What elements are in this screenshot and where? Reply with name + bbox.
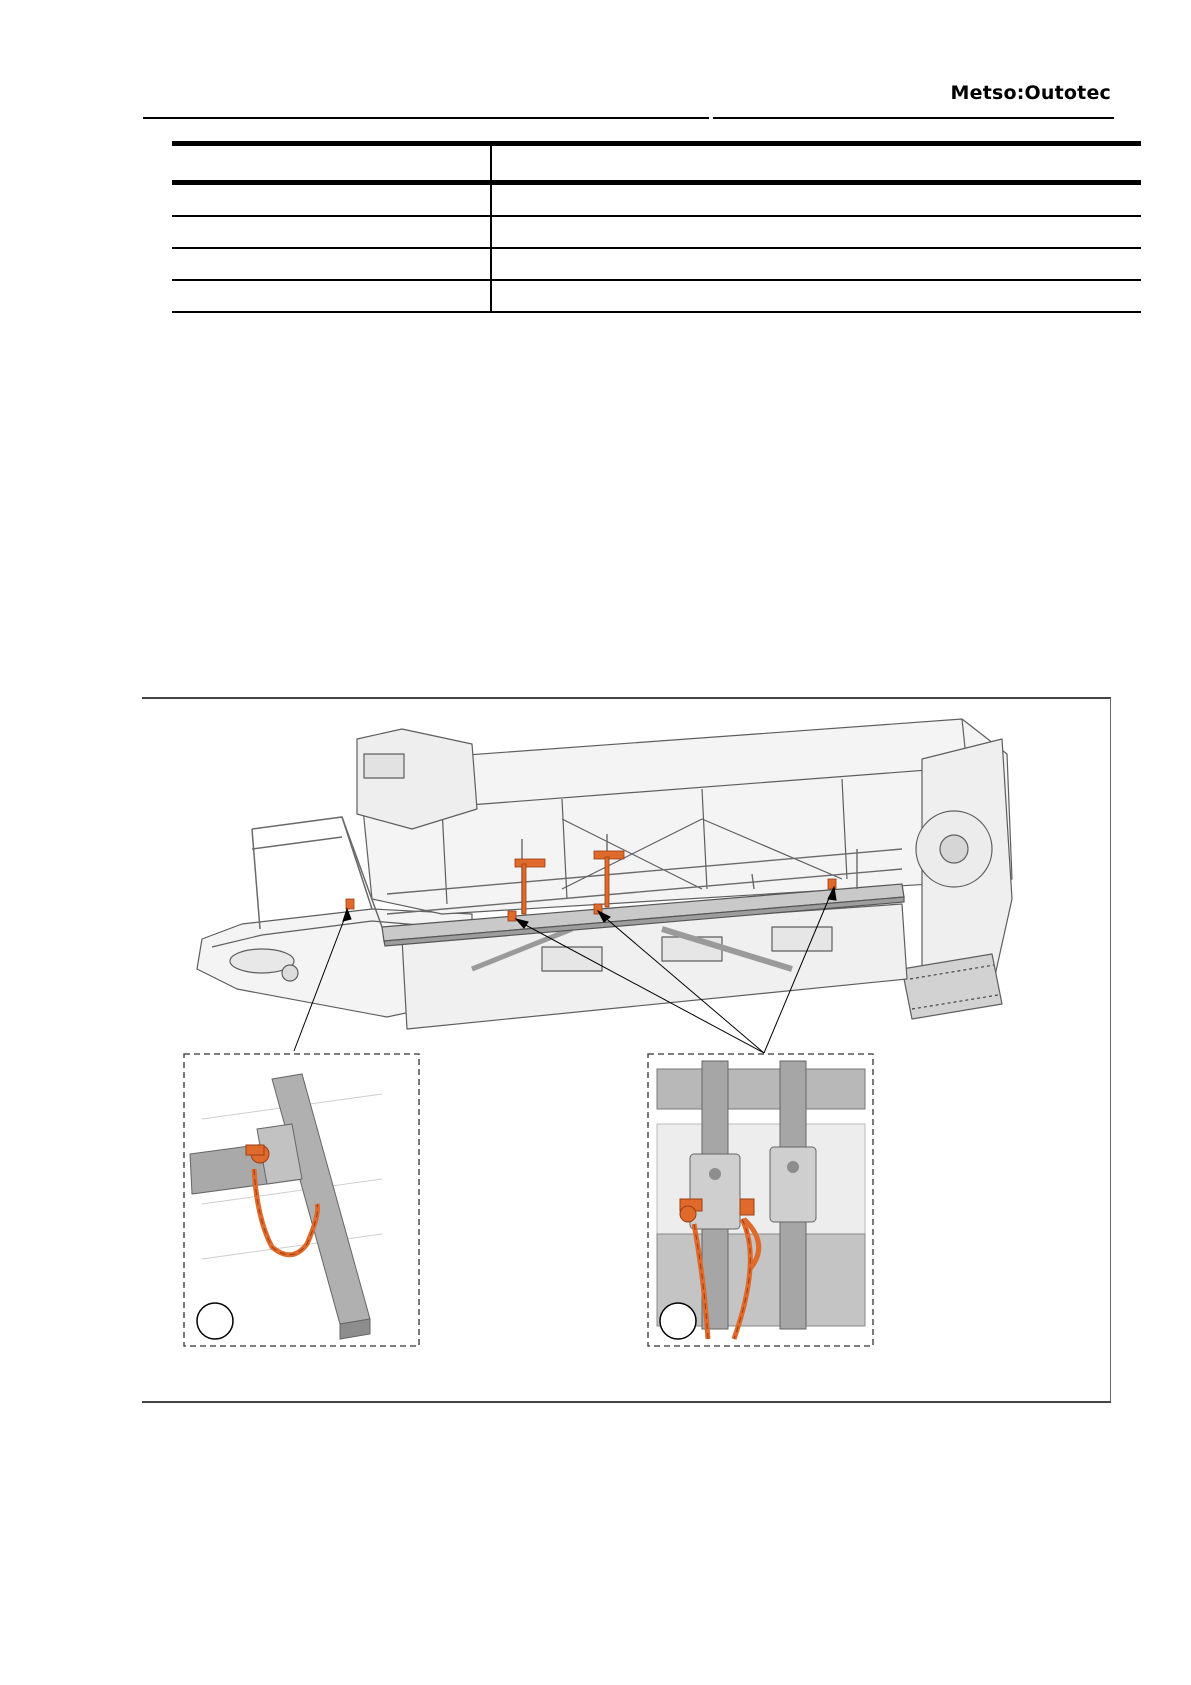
table-cell (172, 248, 491, 280)
table-cell (172, 216, 491, 248)
table-header-row (172, 144, 1141, 183)
table-row (172, 280, 1141, 312)
table-header-cell (172, 144, 491, 183)
table-row (172, 216, 1141, 248)
table-row (172, 183, 1141, 217)
table-cell (172, 183, 491, 217)
header-rule-right (713, 117, 1114, 119)
table-cell (491, 183, 1141, 217)
table-header-cell (491, 144, 1141, 183)
table-cell (491, 248, 1141, 280)
walkway-figure (142, 697, 1111, 1403)
hinge-pin-icon (657, 1061, 865, 1339)
header-rule-left (143, 117, 709, 119)
table-cell (491, 216, 1141, 248)
table-cell (172, 280, 491, 312)
info-table (172, 141, 1141, 313)
machine-illustration-icon (197, 719, 1012, 1029)
table-cell (491, 280, 1141, 312)
table-row (172, 248, 1141, 280)
brand-logo: Metso:Outotec (950, 82, 1111, 104)
